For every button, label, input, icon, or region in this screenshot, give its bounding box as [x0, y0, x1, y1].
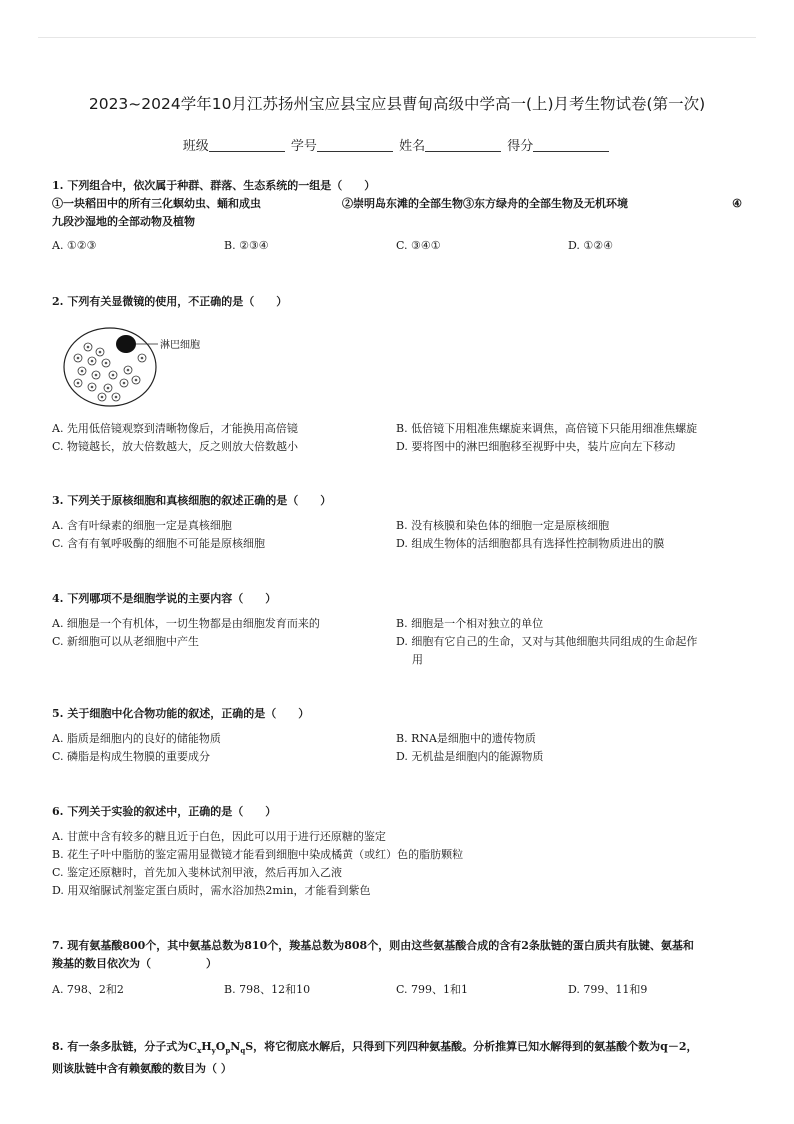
question-stem: 7. 现有氨基酸800个，其中氨基总数为810个，羧基总数为808个，则由这些氨基酸合成的含有2条肽链的蛋白质共有肽键、氨基和 — [52, 939, 694, 952]
page-top-rule — [38, 37, 756, 38]
option-b[interactable]: B. 细胞是一个相对独立的单位 — [396, 617, 544, 630]
option-d[interactable]: D. 细胞有它自己的生命，又对与其他细胞共同组成的生命起作 — [396, 635, 698, 648]
question-item: ②崇明岛东滩的全部生物 — [342, 197, 463, 210]
lymphocyte-cell — [116, 335, 136, 353]
page-title: 2023~2024学年10月江苏扬州宝应县宝应县曹甸高级中学高一(上)月考生物试卷(第一次) — [88, 95, 706, 113]
option-b[interactable]: B. ②③④ — [224, 239, 269, 252]
option-d[interactable]: D. 无机盐是细胞内的能源物质 — [396, 750, 544, 763]
option-a[interactable]: A. 脂质是细胞内的良好的储能物质 — [52, 732, 221, 745]
option-c[interactable]: C. 含有有氧呼吸酶的细胞不可能是原核细胞 — [52, 537, 266, 550]
question-2-options — [52, 420, 742, 456]
student-id-blank[interactable] — [317, 139, 393, 152]
option-a[interactable]: A. 先用低倍镜观察到清晰物像后，才能换用高倍镜 — [52, 422, 298, 435]
option-d[interactable]: D. 799、11和9 — [568, 983, 648, 996]
name-label: 姓名 — [399, 139, 426, 154]
option-b[interactable]: B. 798、12和10 — [224, 983, 311, 996]
question-stem: 1. 下列组合中，依次属于种群、群落、生态系统的一组是（ ） — [52, 179, 376, 192]
option-a[interactable]: A. ①②③ — [52, 239, 97, 252]
class-blank[interactable] — [209, 139, 285, 152]
option-b[interactable]: B. 没有核膜和染色体的细胞一定是原核细胞 — [396, 519, 610, 532]
question-stem: 3. 下列关于原核细胞和真核细胞的叙述正确的是（ ） — [52, 494, 332, 507]
question-4 — [52, 590, 742, 669]
question-stem: 4. 下列哪项不是细胞学说的主要内容（ ） — [52, 592, 277, 605]
option-c[interactable]: C. 物镜越长，放大倍数越大，反之则放大倍数越小 — [52, 440, 299, 453]
option-c[interactable]: C. 鉴定还原糖时，首先加入斐林试剂甲液，然后再加入乙液 — [52, 866, 343, 879]
option-b[interactable]: B. 花生子叶中脂肪的鉴定需用显微镜才能看到细胞中染成橘黄（或红）色的脂肪颗粒 — [52, 848, 464, 861]
student-info-line — [0, 135, 794, 154]
question-1 — [52, 177, 742, 255]
question-item: ①一块稻田中的所有三化螟幼虫、蛹和成虫 — [52, 197, 261, 210]
question-item: ③东方绿舟的全部生物及无机环境 — [463, 197, 628, 210]
option-c[interactable]: C. 799、1和1 — [396, 983, 469, 996]
question-6 — [52, 803, 742, 900]
option-b[interactable]: B. 低倍镜下用粗准焦螺旋来调焦，高倍镜下只能用细准焦螺旋 — [396, 422, 698, 435]
question-stem-continued: 羧基的数目依次为（ ） — [52, 957, 217, 970]
option-c[interactable]: C. 新细胞可以从老细胞中产生 — [52, 635, 200, 648]
name-blank[interactable] — [425, 139, 501, 152]
option-a[interactable]: A. 含有叶绿素的细胞一定是真核细胞 — [52, 519, 232, 532]
question-stem: 5. 关于细胞中化合物功能的叙述，正确的是（ ） — [52, 707, 310, 720]
red-blood-cells — [74, 343, 146, 401]
question-item: ④ — [732, 197, 742, 210]
option-a[interactable]: A. 甘蔗中含有较多的糖且近于白色，因此可以用于进行还原糖的鉴定 — [52, 830, 386, 843]
question-3 — [52, 492, 742, 553]
microscope-field-figure — [58, 325, 218, 410]
option-c[interactable]: C. 磷脂是构成生物膜的重要成分 — [52, 750, 211, 763]
figure-label: 淋巴细胞 — [160, 340, 200, 351]
option-d[interactable]: D. 组成生物体的活细胞都具有选择性控制物质进出的膜 — [396, 537, 665, 550]
option-a[interactable]: A. 798、2和2 — [52, 983, 124, 996]
option-d-continued: 用 — [412, 653, 423, 666]
student-id-label: 学号 — [290, 139, 317, 154]
question-5 — [52, 705, 742, 766]
question-7 — [52, 937, 742, 999]
question-item: 九段沙湿地的全部动物及植物 — [52, 215, 195, 228]
question-stem: 2. 下列有关显微镜的使用，不正确的是（ ） — [52, 295, 288, 308]
question-stem-continued: 则该肽链中含有赖氨酸的数目为（ ） — [52, 1062, 232, 1076]
option-a[interactable]: A. 细胞是一个有机体，一切生物都是由细胞发育而来的 — [52, 617, 320, 630]
question-stem: 6. 下列关于实验的叙述中，正确的是（ ） — [52, 805, 277, 818]
option-d[interactable]: D. 要将图中的淋巴细胞移至视野中央，装片应向左下移动 — [396, 440, 676, 453]
question-8 — [52, 1038, 742, 1078]
option-d[interactable]: D. ①②④ — [568, 239, 614, 252]
score-label: 得分 — [507, 139, 534, 154]
question-2 — [52, 293, 742, 311]
class-label: 班级 — [182, 139, 209, 154]
option-d[interactable]: D. 用双缩脲试剂鉴定蛋白质时，需水浴加热2min，才能看到紫色 — [52, 884, 371, 897]
score-blank[interactable] — [533, 139, 609, 152]
option-b[interactable]: B. RNA是细胞中的遗传物质 — [396, 732, 536, 745]
option-c[interactable]: C. ③④① — [396, 239, 441, 252]
question-stem: 8. 有一条多肽链，分子式为$C_xH_yO_pN_qS$，将它彻底水解后，只得到下列四种氨基酸。分析推算已知水解得到的氨基酸个数为q－2， — [52, 1040, 698, 1056]
